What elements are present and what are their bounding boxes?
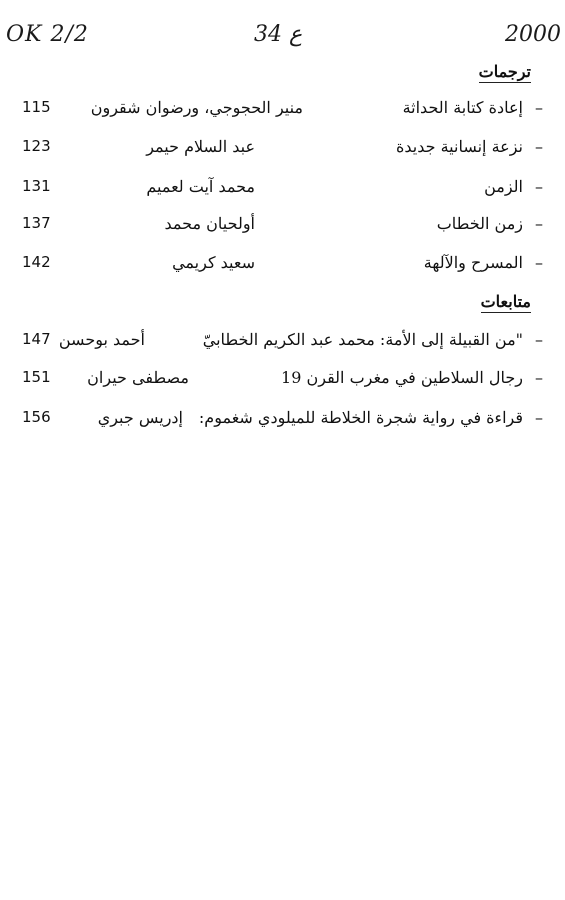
entry-dash: – bbox=[535, 368, 543, 387]
toc-entry bbox=[0, 177, 565, 203]
entry-title: رجال السلاطين في مغرب القرن 19 bbox=[281, 368, 523, 387]
handwritten-note-right: 2000 bbox=[505, 22, 561, 47]
entry-title: المسرح والآلهة bbox=[423, 253, 523, 272]
entry-dash: – bbox=[535, 177, 543, 196]
entry-dash: – bbox=[535, 253, 543, 272]
entry-title: نزعة إنسانية جديدة bbox=[395, 137, 523, 156]
entry-page-number: 142 bbox=[22, 253, 51, 271]
entry-page-number: 115 bbox=[22, 98, 51, 116]
entry-page-number: 147 bbox=[22, 330, 51, 348]
entry-author: مصطفى حيران bbox=[87, 368, 189, 387]
entry-title: زمن الخطاب bbox=[436, 214, 523, 233]
entry-title: "من القبيلة إلى الأمة: محمد عبد الكريم الخطابيّ bbox=[202, 330, 523, 349]
toc-entry bbox=[0, 368, 565, 394]
section-title-translations: ترجمات bbox=[478, 62, 531, 81]
handwritten-note-left: OK 2/2 bbox=[6, 22, 89, 47]
entry-title: قراءة في رواية شجرة الخلاطة للميلودي شغموم: bbox=[198, 408, 523, 427]
entry-page-number: 137 bbox=[22, 214, 51, 232]
entry-dash: – bbox=[535, 214, 543, 233]
entry-page-number: 151 bbox=[22, 368, 51, 386]
entry-author: محمد آيت لعميم bbox=[146, 177, 255, 196]
toc-entry bbox=[0, 98, 565, 124]
toc-entry bbox=[0, 330, 565, 356]
entry-dash: – bbox=[535, 137, 543, 156]
entry-dash: – bbox=[535, 330, 543, 349]
entry-title: الزمن bbox=[484, 177, 523, 196]
toc-entry bbox=[0, 137, 565, 163]
entry-author: سعيد كريمي bbox=[172, 253, 255, 272]
entry-author: أحمد بوحسن bbox=[58, 330, 145, 349]
entry-dash: – bbox=[535, 408, 543, 427]
handwritten-note-middle: 34 ع bbox=[254, 22, 303, 47]
entry-author: منير الحجوجي، ورضوان شقرون bbox=[90, 98, 303, 117]
entry-author: إدريس جبري bbox=[97, 408, 183, 427]
toc-entry bbox=[0, 214, 565, 240]
entry-title: إعادة كتابة الحداثة bbox=[402, 98, 523, 117]
section-title-follow-ups: متابعات bbox=[480, 292, 531, 311]
entry-author: أولحيان محمد bbox=[164, 214, 255, 233]
entry-page-number: 156 bbox=[22, 408, 51, 426]
toc-entry bbox=[0, 408, 565, 434]
entry-page-number: 123 bbox=[22, 137, 51, 155]
entry-dash: – bbox=[535, 98, 543, 117]
entry-author: عبد السلام حيمر bbox=[146, 137, 255, 156]
entry-page-number: 131 bbox=[22, 177, 51, 195]
toc-entry bbox=[0, 253, 565, 279]
